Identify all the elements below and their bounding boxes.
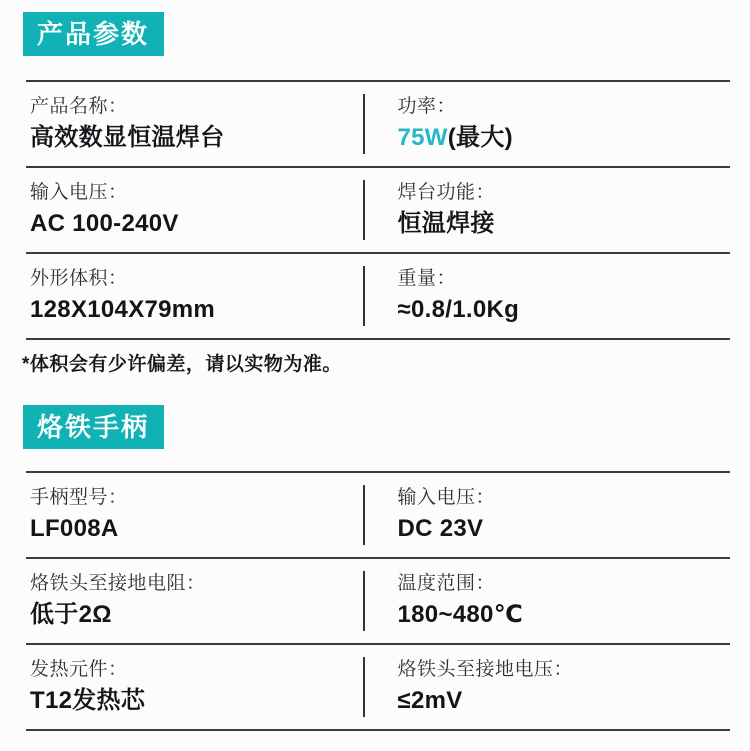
spec-cell-temp-range [363,559,731,643]
spec-label: 功率： [397,96,457,117]
section-badge-iron-handle: 烙铁手柄 [23,405,164,449]
section-iron-handle-header [23,405,750,449]
table-row [26,166,730,252]
spec-label: 烙铁头至接地电压： [397,659,574,680]
spec-label: 产品名称： [30,96,128,117]
spec-label: 焊台功能： [397,182,496,203]
spec-label: 输入电压： [397,487,496,508]
iron-handle-table [26,471,730,731]
spec-cell-handle-input-voltage [363,473,731,557]
table-row [26,252,730,338]
spec-label: 外形体积： [30,268,128,289]
table-row [26,80,730,166]
spec-value: DC 23V [397,515,484,542]
spec-cell-product-name [26,82,363,166]
table-row [26,643,730,729]
spec-cell-input-voltage [26,168,363,252]
spec-value-suffix: (最大) [447,124,513,151]
spec-cell-ground-resistance [26,559,363,643]
spec-label: 温度范围： [397,573,496,594]
table-row [26,557,730,643]
product-params-table [26,80,730,340]
disclaimer-note: *体积会有少许偏差，请以实物为准。 [22,354,342,375]
spec-label: 重量： [397,268,457,289]
spec-value [398,123,725,152]
spec-cell-handle-model [26,473,363,557]
section-product-params-header [23,12,750,56]
spec-value: LF008A [30,515,119,542]
spec-cell-ground-voltage [363,645,731,729]
spec-value: AC 100-240V [30,210,179,237]
spec-value: 180~480℃ [397,601,524,628]
spec-value: 低于2Ω [30,601,112,628]
spec-value: 恒温焊接 [397,210,495,237]
table-row [26,471,730,557]
spec-cell-heating-element [26,645,363,729]
spec-label: 手柄型号： [30,487,128,508]
spec-label: 发热元件： [30,659,128,680]
section-badge-product-params: 产品参数 [23,12,164,56]
spec-value: 128X104X79mm [30,296,216,323]
spec-value: T12发热芯 [30,687,146,714]
spec-cell-power [363,82,731,166]
spec-label: 烙铁头至接地电阻： [30,573,206,594]
spec-value: 高效数显恒温焊台 [30,124,225,151]
spec-cell-dimensions [26,254,363,338]
spec-value: ≈0.8/1.0Kg [397,296,520,323]
spec-cell-weight [363,254,731,338]
spec-value-highlight: 75W [397,124,448,151]
spec-cell-station-function [363,168,731,252]
spec-label: 输入电压： [30,182,128,203]
spec-value: ≤2mV [397,687,463,714]
